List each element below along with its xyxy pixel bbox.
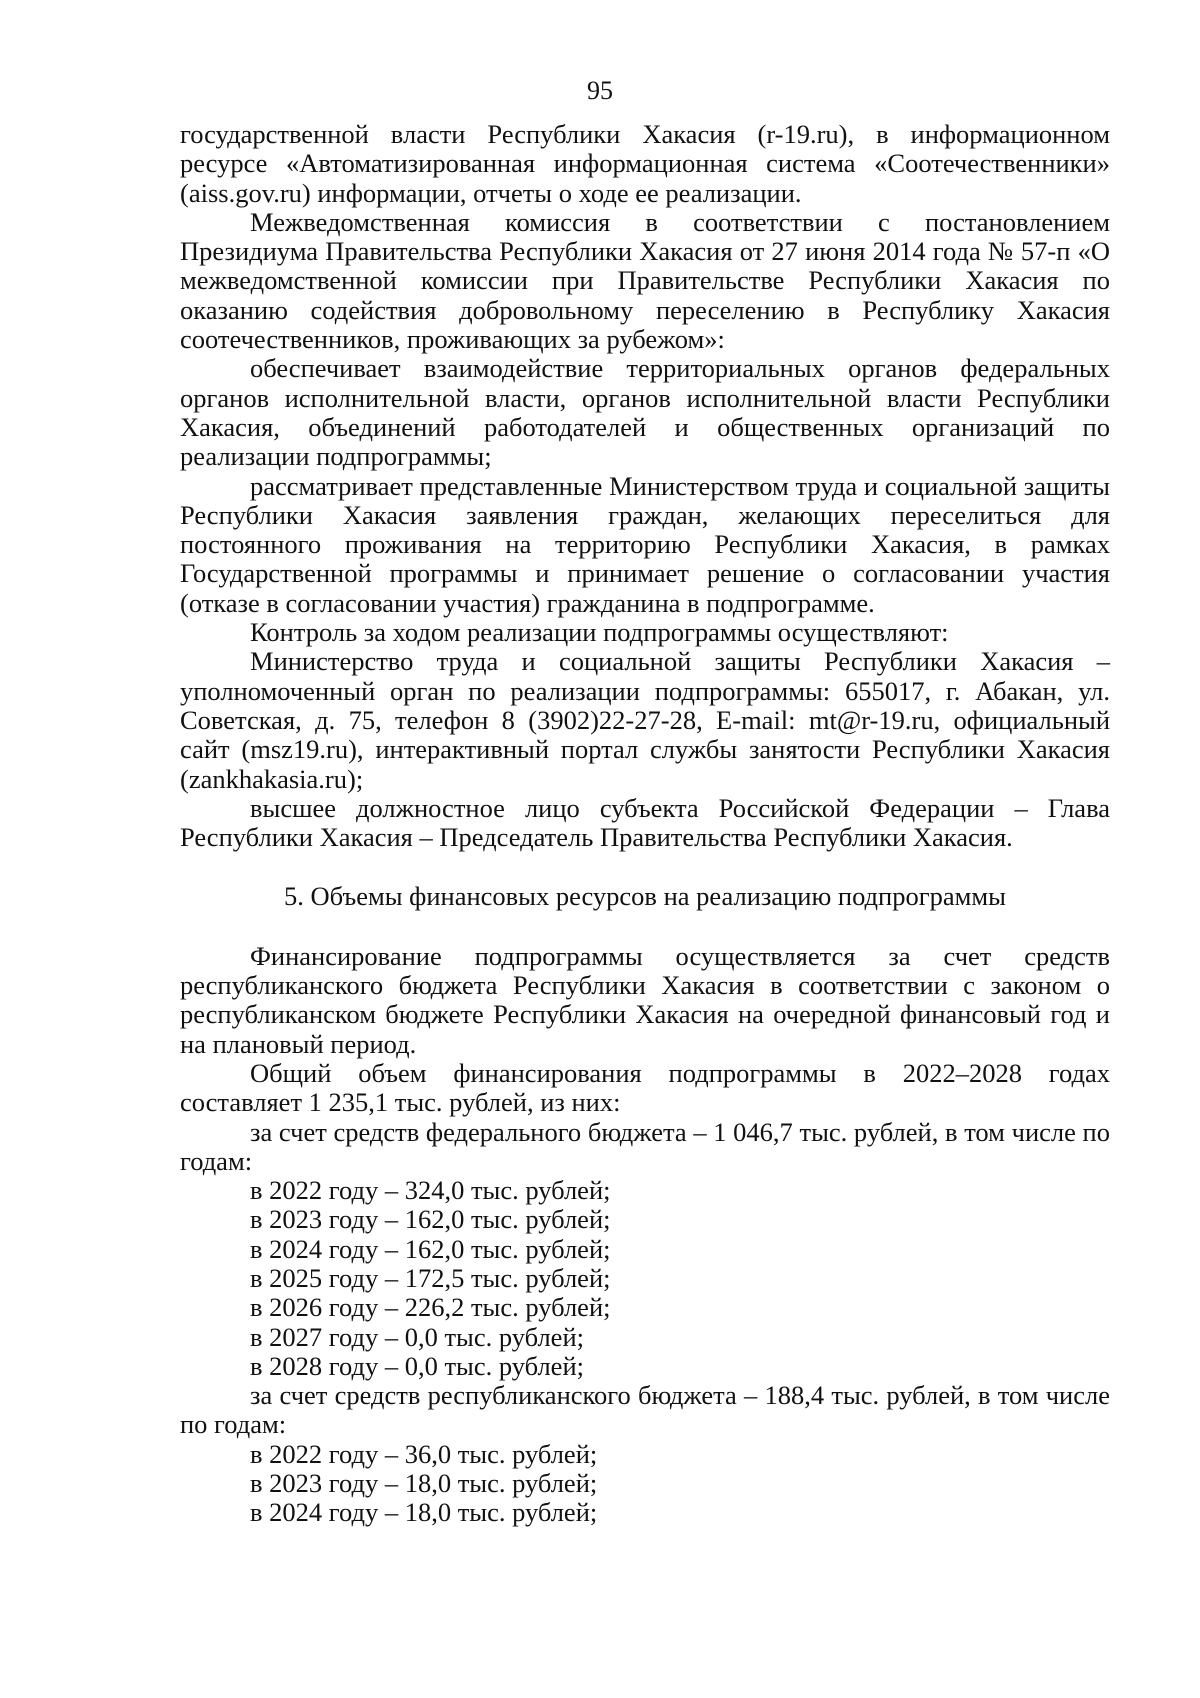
federal-year-item: в 2023 году – 162,0 тыс. рублей; (250, 1204, 611, 1235)
financing-intro: Финансирование подпрограммы осуществляется за счет средств республиканского бюджета Республики Хакасия в соответствии с законом о республиканском бюджете Республики Хакасия на очередной финансовый год и на плановый период. (180, 940, 1110, 1059)
paragraph-6: Министерство труда и социальной защиты Республики Хакасия – уполномоченный орган по реализации подпрограммы: 655017, г. Абакан, ул. Советская, д. 75, телефон 8 (3902)22-27-28, E-mail: mt@r-19.ru, официальный сайт (msz19.ru), интерактивный портал службы занятости Республики Хакасия (zankhakasia.ru); (180, 646, 1110, 794)
paragraph-5: Контроль за ходом реализации подпрограммы осуществляют: (250, 617, 949, 648)
paragraph-3: обеспечивает взаимодействие территориальных органов федеральных органов исполнительной власти, органов исполнительной власти Республики Хакасия, объединений работодателей и общественных организаций по реализации подпрограммы; (180, 353, 1110, 472)
regional-year-item: в 2023 году – 18,0 тыс. рублей; (250, 1468, 598, 1499)
federal-year-item: в 2025 году – 172,5 тыс. рублей; (250, 1262, 611, 1293)
page-number: 95 (587, 76, 613, 105)
paragraph-1: государственной власти Республики Хакасия (r-19.ru), в информационном ресурсе «Автоматизированная информационная система «Соотечественники» (aiss.gov.ru) информации, отчеты о ходе ее реализации. (180, 119, 1110, 208)
federal-year-item: в 2027 году – 0,0 тыс. рублей; (250, 1321, 584, 1352)
regional-year-item: в 2022 году – 36,0 тыс. рублей; (250, 1438, 598, 1469)
regional-year-item: в 2024 году – 18,0 тыс. рублей; (250, 1497, 598, 1528)
federal-year-item: в 2022 году – 324,0 тыс. рублей; (250, 1175, 611, 1206)
paragraph-4: рассматривает представленные Министерством труда и социальной защиты Республики Хакасия заявления граждан, желающих переселиться для постоянного проживания на территорию Республики Хакасия, в рамках Государственной программы и принимает решение о согласовании участия (отказе в согласовании участия) гражданина в подпрограмме. (180, 470, 1110, 618)
paragraph-7: высшее должностное лицо субъекта Российской Федерации – Глава Республики Хакасия – Председатель Правительства Республики Хакасия. (180, 792, 1110, 853)
regional-intro: за счет средств республиканского бюджета – 188,4 тыс. рублей, в том числе по годам: (180, 1380, 1110, 1440)
federal-year-item: в 2026 году – 226,2 тыс. рублей; (250, 1292, 611, 1323)
document-body (180, 120, 1110, 1528)
federal-year-item: в 2028 году – 0,0 тыс. рублей; (250, 1350, 584, 1381)
federal-intro: за счет средств федерального бюджета – 1 046,7 тыс. рублей, в том числе по годам: (180, 1116, 1110, 1176)
paragraph-2: Межведомственная комиссия в соответствии с постановлением Президиума Правительства Республики Хакасия от 27 июня 2014 года № 57-п «О межведомственной комиссии при Правительстве Республики Хакасия по оказанию содействия добровольному переселению в Республику Хакасия соотечественников, проживающих за рубежом»: (180, 206, 1110, 355)
financing-total: Общий объем финансирования подпрограммы в 2022–2028 годах составляет 1 235,1 тыс. рублей, из них: (180, 1057, 1110, 1118)
section-heading: 5. Объемы финансовых ресурсов на реализацию подпрограммы (284, 881, 1006, 912)
federal-year-item: в 2024 году – 162,0 тыс. рублей; (250, 1233, 611, 1264)
